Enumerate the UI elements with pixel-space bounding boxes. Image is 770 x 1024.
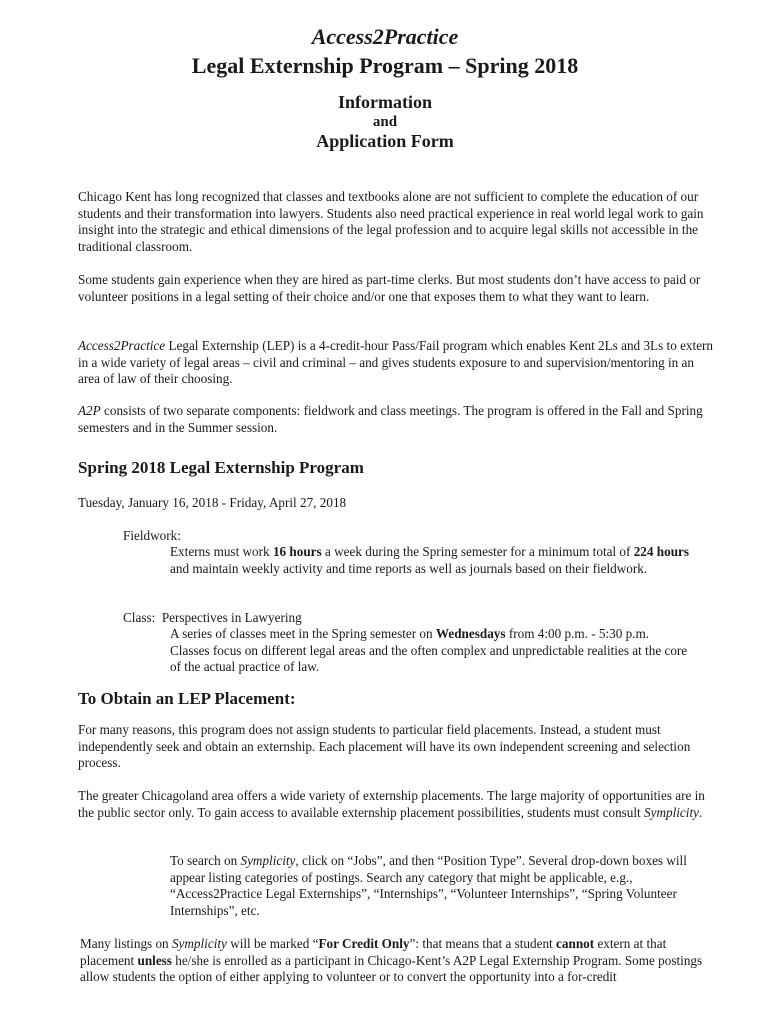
- symplicity-search-instructions: To search on Symplicity, click on “Jobs”, and then “Position Type”. Several drop-down boxes will appear listing categories of postings. Search any category that might be applicable, e.g., “Access2Practice Legal Externships”, “Internships”, “Volunteer Internships”, “Spring Volunteer Internships”, etc.: [170, 853, 687, 918]
- intro-paragraph-1: Chicago Kent has long recognized that classes and textbooks alone are not sufficient to complete the education of our students and their transformation into lawyers. Students also need practical experience in real world legal work to gain insight into the strategic and ethical dimensions of the legal profession and to acquire legal skills not accessible in the traditional classroom.: [78, 189, 704, 254]
- subtitle-application-form: Application Form: [316, 131, 454, 151]
- listings-paragraph: Many listings on Symplicity will be marked “For Credit Only”: that means that a student cannot extern at that placement unless he/she is enrolled as a participant in Chicago-Kent’s A2P Legal Externship Program. Some postings allow students the option of either applying to volunteer or to convert the opportunity into a for-credit: [80, 936, 703, 984]
- program-dates: Tuesday, January 16, 2018 - Friday, April 27, 2018: [78, 495, 347, 510]
- subtitle-and: and: [372, 114, 398, 130]
- intro-paragraph-2: Some students gain experience when they are hired as part-time clerks. But most students don’t have access to paid or volunteer positions in a legal setting of their choice and/or one that exposes them to what they want to learn.: [78, 272, 701, 304]
- page-title: Legal Externship Program – Spring 2018: [191, 53, 579, 78]
- fieldwork-description: Externs must work 16 hours a week during the Spring semester for a minimum total of 224 hours and maintain weekly activity and time reports as well as journals based on their fieldwork.: [170, 544, 690, 576]
- placement-paragraph-2: The greater Chicagoland area offers a wide variety of externship placements. The large majority of opportunities are in the public sector only. To gain access to available externship placement possibilities, students must consult Symplicity.: [78, 788, 705, 820]
- program-heading: Spring 2018 Legal Externship Program: [78, 458, 364, 477]
- intro-paragraph-4: A2P consists of two separate components: fieldwork and class meetings. The program is offered in the Fall and Spring semesters and in the Summer session.: [78, 403, 703, 435]
- subtitle-information: Information: [338, 92, 432, 112]
- fieldwork-label: Fieldwork:: [123, 528, 181, 543]
- class-description: A series of classes meet in the Spring semester on Wednesdays from 4:00 p.m. - 5:30 p.m. Classes focus on different legal areas and the often complex and unpredictable realities at the core of the actual practice of law.: [170, 626, 688, 674]
- placement-paragraph-1: For many reasons, this program does not assign students to particular field placements. Instead, a student must independently seek and obtain an externship. Each placement will have its own independent screening and selection process.: [78, 722, 691, 770]
- class-label: Class: Perspectives in Lawyering: [123, 610, 302, 625]
- program-name-title: Access2Practice: [311, 24, 459, 49]
- intro-paragraph-3: Access2Practice Legal Externship (LEP) is a 4-credit-hour Pass/Fail program which enables Kent 2Ls and 3Ls to extern in a wide variety of legal areas – civil and criminal – and gives students exposure to and supervision/mentoring in an area of law of their choosing.: [78, 338, 714, 386]
- placement-heading: To Obtain an LEP Placement:: [78, 689, 296, 708]
- class-title: Perspectives in Lawyering: [161, 610, 302, 625]
